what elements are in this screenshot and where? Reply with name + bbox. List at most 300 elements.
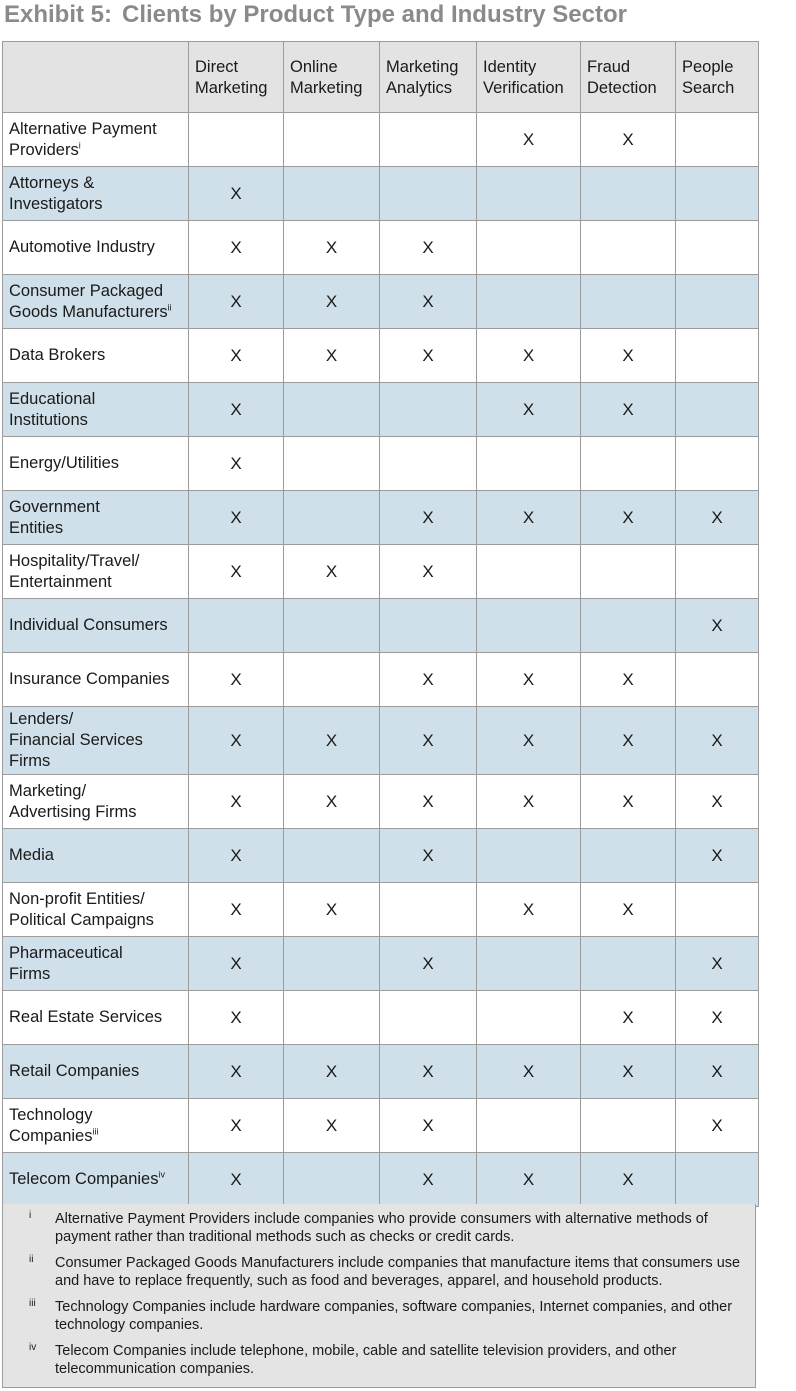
column-header xyxy=(676,42,759,113)
product-cell xyxy=(477,167,581,221)
check-mark: X xyxy=(422,1116,434,1135)
product-cell xyxy=(380,599,477,653)
sector-label-line: Educational xyxy=(9,389,96,408)
industry-sector-cell xyxy=(3,491,189,545)
check-mark: X xyxy=(325,792,338,811)
exhibit-title xyxy=(4,0,627,30)
column-header-line: Identity xyxy=(483,58,537,76)
product-cell xyxy=(676,275,759,329)
footnote-text-line: Technology Companies include hardware companies, software companies, Internet companies, and other xyxy=(55,1299,733,1315)
industry-sector-cell xyxy=(3,1099,189,1153)
column-header-line: Marketing xyxy=(290,79,363,97)
product-cell xyxy=(477,991,581,1045)
product-cell xyxy=(189,491,284,545)
table-row xyxy=(3,1153,759,1207)
footnote-marker: iv xyxy=(29,1342,37,1353)
product-cell xyxy=(284,437,380,491)
sector-label-line: Institutions xyxy=(9,410,88,429)
column-header xyxy=(284,42,380,113)
check-mark: X xyxy=(522,670,535,689)
product-cell xyxy=(189,329,284,383)
product-cell xyxy=(676,829,759,883)
product-cell xyxy=(477,1045,581,1099)
product-cell xyxy=(676,937,759,991)
check-mark: X xyxy=(325,562,338,581)
table-row xyxy=(3,883,759,937)
product-cell xyxy=(189,883,284,937)
check-mark: X xyxy=(325,900,338,919)
product-cell xyxy=(581,167,676,221)
column-header xyxy=(581,42,676,113)
product-cell xyxy=(284,707,380,775)
footnote xyxy=(3,1210,749,1246)
product-cell xyxy=(380,545,477,599)
product-cell xyxy=(380,775,477,829)
sector-label-line: Pharmaceutical xyxy=(9,943,123,962)
sector-label-line: Telecom Companies xyxy=(9,1170,159,1188)
product-cell xyxy=(477,221,581,275)
check-mark: X xyxy=(325,238,338,257)
product-cell xyxy=(477,329,581,383)
product-cell xyxy=(676,653,759,707)
table-row xyxy=(3,1099,759,1153)
product-cell xyxy=(581,329,676,383)
table-row xyxy=(3,437,759,491)
product-cell xyxy=(284,221,380,275)
product-cell xyxy=(189,383,284,437)
industry-sector-cell xyxy=(3,991,189,1045)
product-cell xyxy=(477,937,581,991)
footnote-reference: i xyxy=(78,140,81,150)
sector-label-line: Political Campaigns xyxy=(9,910,154,929)
sector-label-line: Entertainment xyxy=(9,572,112,591)
product-cell xyxy=(284,383,380,437)
sector-label-line: Data Brokers xyxy=(9,346,106,364)
table-row xyxy=(3,113,759,167)
table-row xyxy=(3,829,759,883)
table-row xyxy=(3,383,759,437)
footnote-reference: ii xyxy=(167,302,172,312)
industry-sector-cell xyxy=(3,937,189,991)
column-header-line: Direct xyxy=(195,58,239,76)
check-mark: X xyxy=(230,1062,242,1081)
product-cell xyxy=(284,1153,380,1207)
check-mark: X xyxy=(711,954,723,973)
check-mark: X xyxy=(522,900,535,919)
check-mark: X xyxy=(622,130,634,149)
product-cell xyxy=(477,775,581,829)
footnote-text-line: technology companies. xyxy=(55,1317,204,1333)
check-mark: X xyxy=(522,130,535,149)
industry-sector-cell xyxy=(3,883,189,937)
product-cell xyxy=(477,829,581,883)
check-mark: X xyxy=(230,1170,242,1189)
product-cell xyxy=(477,275,581,329)
footnote-text-line: payment rather than traditional methods such as checks or credit cards. xyxy=(55,1229,515,1245)
exhibit-number: Exhibit 5: xyxy=(4,1,113,28)
table-row xyxy=(3,275,759,329)
check-mark: X xyxy=(622,1170,634,1189)
industry-sector-cell xyxy=(3,167,189,221)
table-row xyxy=(3,221,759,275)
check-mark: X xyxy=(422,731,434,750)
product-cell xyxy=(189,113,284,167)
sector-label-line: Automotive Industry xyxy=(9,238,155,256)
product-cell xyxy=(380,707,477,775)
sector-label-line: Entities xyxy=(9,518,64,537)
product-cell xyxy=(189,707,284,775)
footnote xyxy=(3,1342,749,1378)
product-cell xyxy=(284,275,380,329)
product-cell xyxy=(284,491,380,545)
check-mark: X xyxy=(422,562,434,581)
table-row xyxy=(3,937,759,991)
product-cell xyxy=(189,437,284,491)
table-row xyxy=(3,329,759,383)
footnotes-panel xyxy=(2,1204,756,1388)
footnote-text-line: Telecom Companies include telephone, mobile, cable and satellite television providers, and other xyxy=(55,1343,677,1359)
product-cell xyxy=(676,221,759,275)
product-cell xyxy=(284,329,380,383)
sector-label-line: Retail Companies xyxy=(9,1062,140,1080)
industry-sector-cell xyxy=(3,1153,189,1207)
footnote-marker: iii xyxy=(29,1298,36,1309)
product-cell xyxy=(189,221,284,275)
product-cell xyxy=(380,883,477,937)
product-cell xyxy=(477,437,581,491)
industry-sector-cell xyxy=(3,1045,189,1099)
header-corner-cell xyxy=(3,42,189,113)
check-mark: X xyxy=(622,1008,634,1027)
check-mark: X xyxy=(230,792,242,811)
check-mark: X xyxy=(622,400,634,419)
check-mark: X xyxy=(622,1062,634,1081)
sector-label-line: Companies xyxy=(9,1126,93,1145)
product-cell xyxy=(676,775,759,829)
check-mark: X xyxy=(422,792,434,811)
column-header-line: Marketing xyxy=(195,79,268,97)
check-mark: X xyxy=(230,238,242,257)
product-cell xyxy=(380,275,477,329)
check-mark: X xyxy=(522,1062,535,1081)
sector-label-line: Goods Manufacturers xyxy=(9,302,168,321)
product-cell xyxy=(477,707,581,775)
product-cell xyxy=(676,545,759,599)
column-header-line: Search xyxy=(682,79,735,97)
column-header-line: People xyxy=(682,58,734,76)
check-mark: X xyxy=(325,731,338,750)
product-cell xyxy=(676,599,759,653)
check-mark: X xyxy=(230,400,242,419)
check-mark: X xyxy=(522,346,535,365)
product-cell xyxy=(284,653,380,707)
sector-label-line: Government xyxy=(9,497,100,516)
industry-sector-cell xyxy=(3,329,189,383)
product-cell xyxy=(380,383,477,437)
product-cell xyxy=(380,937,477,991)
check-mark: X xyxy=(230,184,242,203)
sector-label-line: Firms xyxy=(9,964,51,983)
footnote-text-line: Alternative Payment Providers include companies who provide consumers with alternative methods of xyxy=(55,1211,708,1227)
sector-label-line: Providers xyxy=(9,140,79,159)
product-cell xyxy=(189,937,284,991)
product-cell xyxy=(676,491,759,545)
product-cell xyxy=(581,545,676,599)
check-mark: X xyxy=(230,1116,242,1135)
product-cell xyxy=(380,829,477,883)
product-cell xyxy=(380,329,477,383)
product-cell xyxy=(477,545,581,599)
sector-label-line: Investigators xyxy=(9,194,103,213)
check-mark: X xyxy=(230,954,242,973)
industry-sector-cell xyxy=(3,775,189,829)
clients-table xyxy=(2,41,759,1207)
check-mark: X xyxy=(230,454,242,473)
check-mark: X xyxy=(230,670,242,689)
footnote-text-line: and have to replace frequently, such as food and beverages, apparel, and household products. xyxy=(55,1273,663,1289)
table-row xyxy=(3,707,759,775)
check-mark: X xyxy=(230,508,242,527)
product-cell xyxy=(676,1153,759,1207)
check-mark: X xyxy=(711,508,723,527)
column-header-line: Verification xyxy=(483,79,564,97)
footnote-text-line: Consumer Packaged Goods Manufacturers include companies that manufacture items that consumers use xyxy=(55,1255,741,1271)
check-mark: X xyxy=(230,900,242,919)
product-cell xyxy=(581,491,676,545)
product-cell xyxy=(477,1153,581,1207)
product-cell xyxy=(284,545,380,599)
product-cell xyxy=(477,883,581,937)
industry-sector-cell xyxy=(3,275,189,329)
product-cell xyxy=(676,991,759,1045)
product-cell xyxy=(189,653,284,707)
column-header xyxy=(380,42,477,113)
sector-label-line: Non-profit Entities/ xyxy=(9,889,145,908)
product-cell xyxy=(380,167,477,221)
footnote-marker: i xyxy=(29,1210,32,1221)
industry-sector-cell xyxy=(3,437,189,491)
product-cell xyxy=(581,883,676,937)
product-cell xyxy=(189,599,284,653)
product-cell xyxy=(380,1045,477,1099)
product-cell xyxy=(189,167,284,221)
footnote-reference: iv xyxy=(158,1169,165,1180)
product-cell xyxy=(189,775,284,829)
check-mark: X xyxy=(711,616,723,635)
sector-label-line: Hospitality/Travel/ xyxy=(9,551,140,570)
product-cell xyxy=(189,829,284,883)
industry-sector-cell xyxy=(3,221,189,275)
check-mark: X xyxy=(522,1170,535,1189)
check-mark: X xyxy=(422,1170,434,1189)
product-cell xyxy=(284,1045,380,1099)
product-cell xyxy=(477,1099,581,1153)
check-mark: X xyxy=(622,508,634,527)
industry-sector-cell xyxy=(3,383,189,437)
product-cell xyxy=(581,275,676,329)
product-cell xyxy=(581,1153,676,1207)
product-cell xyxy=(189,1153,284,1207)
check-mark: X xyxy=(422,954,434,973)
check-mark: X xyxy=(622,670,634,689)
product-cell xyxy=(581,383,676,437)
table-row xyxy=(3,491,759,545)
product-cell xyxy=(581,829,676,883)
product-cell xyxy=(676,707,759,775)
column-header-line: Detection xyxy=(587,79,657,97)
sector-label-line: Technology xyxy=(9,1105,93,1124)
exhibit-title-text: Clients by Product Type and Industry Sector xyxy=(122,1,627,28)
product-cell xyxy=(581,1045,676,1099)
check-mark: X xyxy=(711,846,723,865)
product-cell xyxy=(676,167,759,221)
sector-label-line: Attorneys & xyxy=(9,173,95,192)
product-cell xyxy=(676,113,759,167)
product-cell xyxy=(380,1153,477,1207)
sector-label-line: Media xyxy=(9,846,54,864)
product-cell xyxy=(676,1045,759,1099)
sector-label-line: Financial Services xyxy=(9,731,143,749)
product-cell xyxy=(284,829,380,883)
product-cell xyxy=(581,653,676,707)
check-mark: X xyxy=(422,846,434,865)
table-body xyxy=(3,113,759,1207)
table-row xyxy=(3,1045,759,1099)
table-row xyxy=(3,599,759,653)
product-cell xyxy=(380,1099,477,1153)
sector-label-line: Firms xyxy=(9,752,51,770)
check-mark: X xyxy=(522,731,535,750)
check-mark: X xyxy=(325,1062,338,1081)
product-cell xyxy=(581,775,676,829)
footnote-text xyxy=(55,1210,749,1246)
check-mark: X xyxy=(422,238,434,257)
check-mark: X xyxy=(422,670,434,689)
sector-label-line: Individual Consumers xyxy=(9,616,168,634)
product-cell xyxy=(676,329,759,383)
check-mark: X xyxy=(711,792,723,811)
footnote-text xyxy=(55,1254,749,1290)
check-mark: X xyxy=(230,731,242,750)
product-cell xyxy=(581,221,676,275)
sector-label-line: Advertising Firms xyxy=(9,802,137,821)
check-mark: X xyxy=(230,846,242,865)
table-row xyxy=(3,653,759,707)
product-cell xyxy=(380,653,477,707)
check-mark: X xyxy=(622,731,634,750)
product-cell xyxy=(284,1099,380,1153)
product-cell xyxy=(581,707,676,775)
product-cell xyxy=(477,491,581,545)
product-cell xyxy=(380,491,477,545)
product-cell xyxy=(676,1099,759,1153)
check-mark: X xyxy=(711,731,723,750)
check-mark: X xyxy=(422,346,434,365)
product-cell xyxy=(581,937,676,991)
column-header-line: Marketing xyxy=(386,58,459,76)
product-cell xyxy=(581,599,676,653)
product-cell xyxy=(477,383,581,437)
industry-sector-cell xyxy=(3,653,189,707)
product-cell xyxy=(676,383,759,437)
product-cell xyxy=(380,221,477,275)
product-cell xyxy=(380,437,477,491)
footnote-marker: ii xyxy=(29,1254,34,1265)
product-cell xyxy=(189,991,284,1045)
check-mark: X xyxy=(325,346,338,365)
industry-sector-cell xyxy=(3,829,189,883)
sector-label-line: Insurance Companies xyxy=(9,670,170,688)
product-cell xyxy=(380,991,477,1045)
check-mark: X xyxy=(325,292,338,311)
product-cell xyxy=(477,113,581,167)
check-mark: X xyxy=(522,792,535,811)
product-cell xyxy=(380,113,477,167)
column-header-line: Fraud xyxy=(587,58,631,76)
footnote-text xyxy=(55,1298,749,1334)
footnote xyxy=(3,1254,749,1290)
sector-label-line: Real Estate Services xyxy=(9,1008,163,1026)
product-cell xyxy=(581,113,676,167)
sector-label-line: Alternative Payment xyxy=(9,119,157,138)
sector-label-line: Marketing/ xyxy=(9,781,87,800)
product-cell xyxy=(189,275,284,329)
product-cell xyxy=(284,991,380,1045)
check-mark: X xyxy=(522,400,535,419)
sector-label-line: Lenders/ xyxy=(9,710,74,728)
product-cell xyxy=(189,545,284,599)
check-mark: X xyxy=(711,1062,723,1081)
product-cell xyxy=(189,1045,284,1099)
check-mark: X xyxy=(230,292,242,311)
product-cell xyxy=(581,1099,676,1153)
check-mark: X xyxy=(230,1008,242,1027)
product-cell xyxy=(284,937,380,991)
table-row xyxy=(3,991,759,1045)
table-header xyxy=(3,42,759,113)
product-cell xyxy=(284,599,380,653)
product-cell xyxy=(284,775,380,829)
check-mark: X xyxy=(711,1116,723,1135)
column-header-line: Analytics xyxy=(386,79,453,97)
industry-sector-cell xyxy=(3,545,189,599)
product-cell xyxy=(581,437,676,491)
sector-label-line: Consumer Packaged xyxy=(9,281,164,300)
footnote-text-line: telecommunication companies. xyxy=(55,1361,255,1377)
industry-sector-cell xyxy=(3,707,189,775)
check-mark: X xyxy=(622,346,634,365)
industry-sector-cell xyxy=(3,599,189,653)
check-mark: X xyxy=(230,562,242,581)
check-mark: X xyxy=(522,508,535,527)
column-header-line: Online xyxy=(290,58,338,76)
product-cell xyxy=(284,113,380,167)
check-mark: X xyxy=(422,292,434,311)
check-mark: X xyxy=(622,792,634,811)
check-mark: X xyxy=(230,346,242,365)
footnote-reference: iii xyxy=(92,1126,99,1136)
industry-sector-cell xyxy=(3,113,189,167)
product-cell xyxy=(477,653,581,707)
product-cell xyxy=(189,1099,284,1153)
check-mark: X xyxy=(325,1116,338,1135)
check-mark: X xyxy=(422,508,434,527)
product-cell xyxy=(284,167,380,221)
product-cell xyxy=(676,883,759,937)
table-row xyxy=(3,545,759,599)
table-row xyxy=(3,775,759,829)
product-cell xyxy=(581,991,676,1045)
